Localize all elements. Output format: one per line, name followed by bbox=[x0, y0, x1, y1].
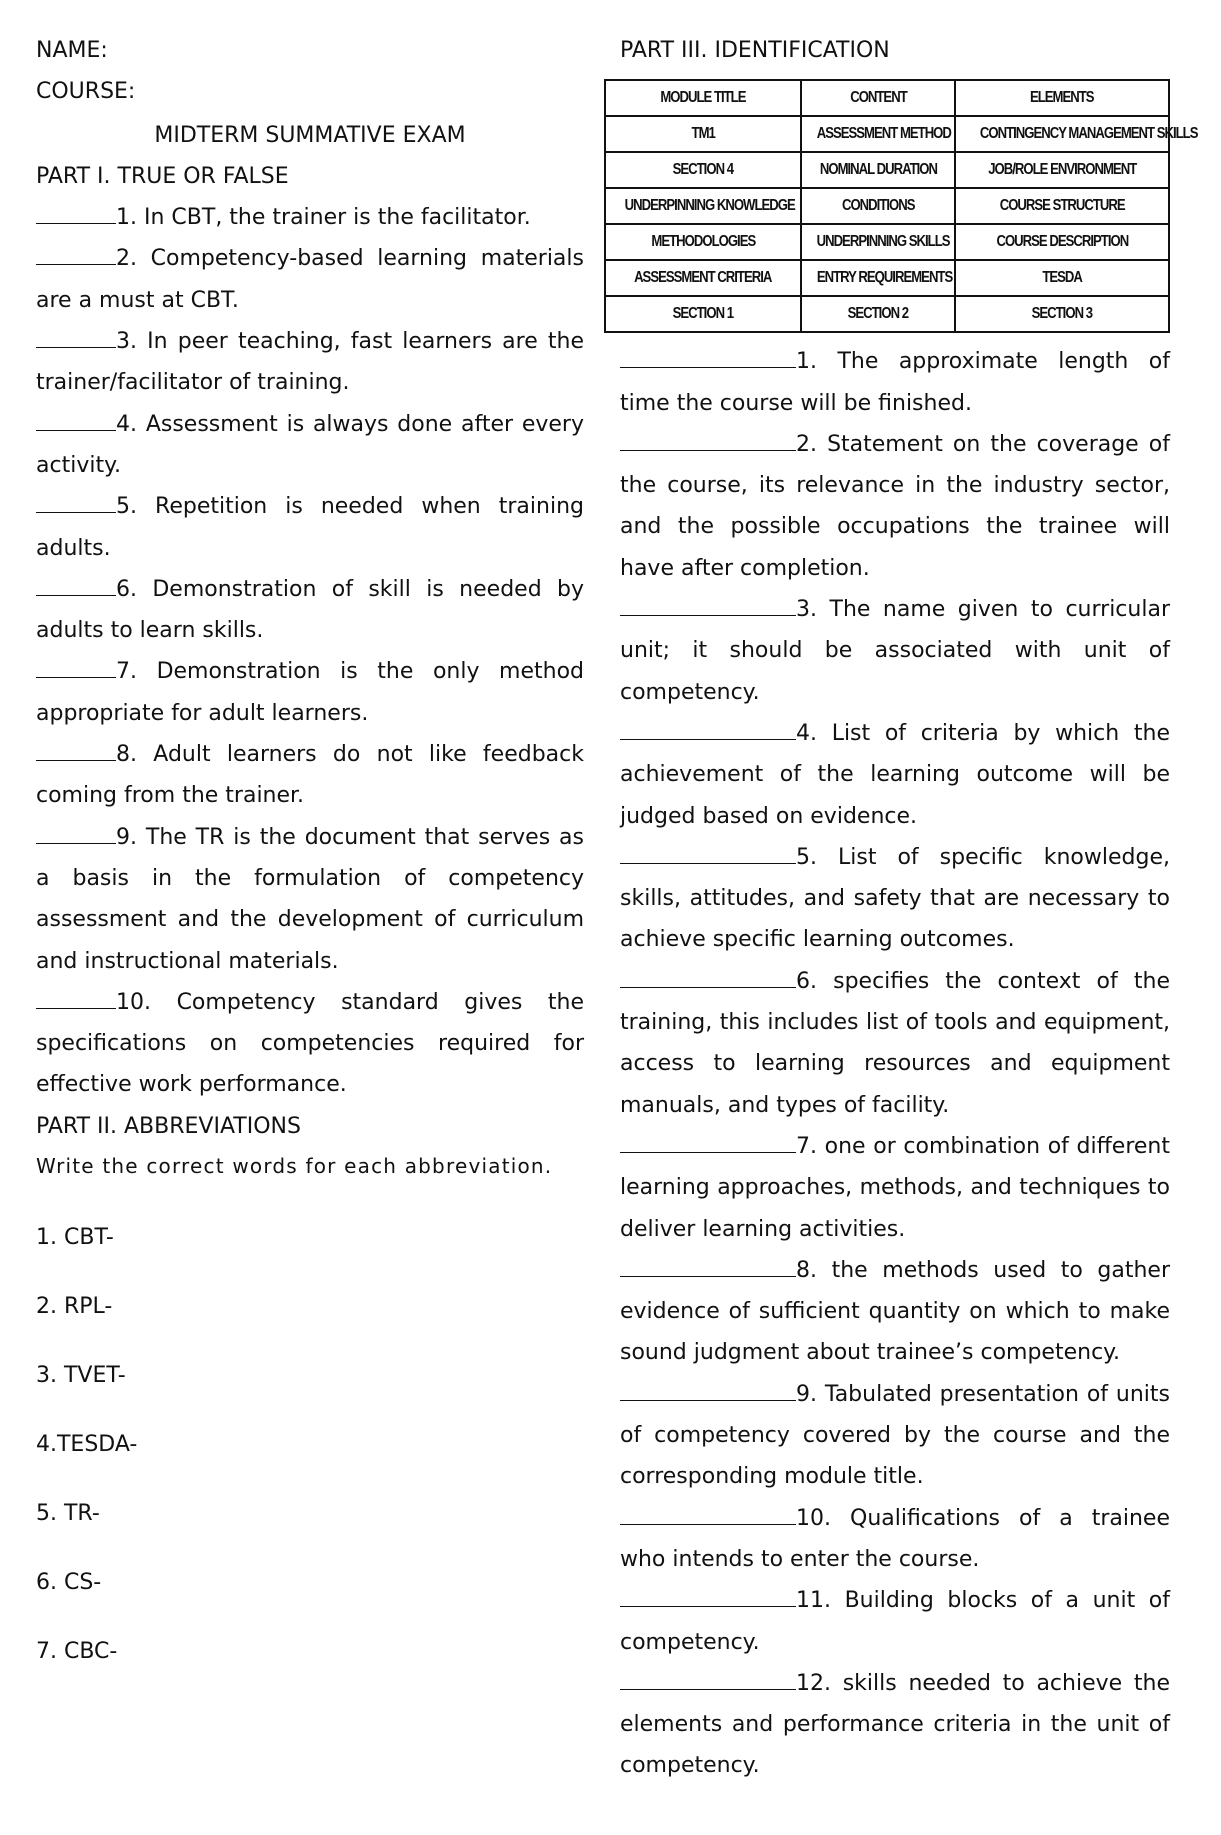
part1-title: PART I. TRUE OR FALSE bbox=[36, 163, 289, 189]
choice-cell bbox=[605, 152, 801, 188]
item-number: 5. bbox=[116, 494, 137, 520]
identification-item bbox=[620, 1250, 1170, 1374]
choice-row bbox=[605, 188, 1169, 224]
item-text: one or combination of different learning approaches, methods, and techniques to deliver learning activities. bbox=[620, 1133, 1170, 1242]
item-text: In CBT, the trainer is the facilitator. bbox=[144, 205, 531, 231]
item-number: 7. bbox=[796, 1133, 817, 1159]
item-text: Statement on the coverage of the course, its relevance in the industry sector, and the possible occupations the trainee will have after completion. bbox=[620, 431, 1170, 581]
abbreviation-item[interactable]: 4.TESDA- bbox=[36, 1432, 138, 1458]
item-text: The name given to curricular unit; it should be associated with unit of competency. bbox=[620, 597, 1170, 705]
item-number: 4. bbox=[116, 411, 137, 437]
item-number: 3. bbox=[796, 597, 817, 623]
item-number: 2. bbox=[796, 431, 817, 457]
item-text: Competency-based learning materials are a must at CBT. bbox=[36, 246, 584, 313]
item-text: Adult learners do not like feedback coming from the trainer. bbox=[36, 742, 584, 809]
abbreviation-item[interactable]: 2. RPL- bbox=[36, 1294, 113, 1320]
choice-text: SECTION 2 bbox=[847, 305, 909, 323]
identification-item bbox=[620, 1126, 1170, 1250]
choice-text: TM1 bbox=[691, 125, 715, 143]
item-number: 11. bbox=[796, 1588, 831, 1614]
answer-blank[interactable] bbox=[620, 1275, 796, 1277]
choice-cell bbox=[801, 80, 955, 116]
choice-cell bbox=[801, 188, 955, 224]
item-number: 9. bbox=[796, 1381, 817, 1407]
item-text: the methods used to gather evidence of sufficient quantity on which to make sound judgment about trainee’s competency. bbox=[620, 1257, 1170, 1366]
item-text: List of specific knowledge, skills, attitudes, and safety that are necessary to achieve specific learning outcomes. bbox=[620, 844, 1170, 953]
choice-cell bbox=[801, 260, 955, 296]
part3-title: PART III. IDENTIFICATION bbox=[620, 38, 890, 63]
true-false-item bbox=[36, 197, 584, 238]
answer-blank[interactable] bbox=[620, 1399, 796, 1401]
part2-title: PART II. ABBREVIATIONS bbox=[36, 1113, 301, 1139]
item-text: Tabulated presentation of units of competency covered by the course and the corresponding module title. bbox=[620, 1381, 1170, 1490]
item-text: The approximate length of time the course will be finished. bbox=[620, 349, 1170, 416]
answer-blank[interactable] bbox=[620, 614, 796, 616]
choice-text: ELEMENTS bbox=[1030, 89, 1094, 107]
true-false-item bbox=[36, 238, 584, 321]
choice-row bbox=[605, 80, 1169, 116]
answer-blank[interactable] bbox=[620, 1605, 796, 1607]
choice-text: COURSE DESCRIPTION bbox=[996, 233, 1128, 251]
true-false-list bbox=[36, 197, 584, 1106]
answer-blank[interactable] bbox=[36, 676, 116, 678]
identification-item bbox=[620, 1374, 1170, 1498]
choice-row bbox=[605, 152, 1169, 188]
choice-cell bbox=[605, 116, 801, 152]
item-number: 10. bbox=[116, 989, 151, 1015]
abbreviation-item[interactable]: 5. TR- bbox=[36, 1501, 100, 1527]
choice-text: ASSESSMENT CRITERIA bbox=[634, 269, 772, 287]
choice-text: UNDERPINNING KNOWLEDGE bbox=[624, 197, 795, 215]
identification-item bbox=[620, 424, 1170, 589]
true-false-item bbox=[36, 734, 584, 817]
answer-blank[interactable] bbox=[36, 222, 116, 224]
choice-cell bbox=[955, 80, 1169, 116]
true-false-item bbox=[36, 404, 584, 487]
choice-text: CONTINGENCY MANAGEMENT SKILLS bbox=[979, 125, 1198, 143]
left-column bbox=[36, 30, 584, 1686]
true-false-item bbox=[36, 651, 584, 734]
choice-row bbox=[605, 296, 1169, 332]
abbreviation-item[interactable]: 7. CBC- bbox=[36, 1639, 118, 1665]
true-false-item bbox=[36, 817, 584, 982]
choice-row bbox=[605, 116, 1169, 152]
choice-cell bbox=[605, 80, 801, 116]
identification-item bbox=[620, 1663, 1170, 1787]
item-number: 3. bbox=[116, 329, 137, 355]
item-text: Competency standard gives the specifications on competencies required for effective work performance. bbox=[36, 989, 584, 1098]
choice-cell bbox=[801, 224, 955, 260]
part2-instruction: Write the correct words for each abbreviation. bbox=[36, 1154, 553, 1179]
answer-blank[interactable] bbox=[36, 759, 116, 761]
item-number: 4. bbox=[796, 720, 817, 746]
identification-list bbox=[620, 341, 1170, 1786]
choice-cell bbox=[955, 260, 1169, 296]
choice-text: SECTION 1 bbox=[672, 305, 734, 323]
true-false-item bbox=[36, 486, 584, 569]
choice-text: METHODOLOGIES bbox=[651, 233, 755, 251]
item-number: 1. bbox=[796, 349, 817, 375]
item-number: 6. bbox=[796, 968, 817, 994]
choice-text: ASSESSMENT METHOD bbox=[816, 125, 951, 143]
item-number: 5. bbox=[796, 844, 817, 870]
choice-cell bbox=[605, 224, 801, 260]
choice-text: NOMINAL DURATION bbox=[819, 161, 937, 179]
exam-title: MIDTERM SUMMATIVE EXAM bbox=[154, 122, 466, 148]
answer-blank[interactable] bbox=[620, 449, 796, 451]
abbreviation-item[interactable]: 6. CS- bbox=[36, 1570, 102, 1596]
choice-text: ENTRY REQUIREMENTS bbox=[816, 269, 953, 287]
identification-item bbox=[620, 589, 1170, 713]
answer-blank[interactable] bbox=[36, 429, 116, 431]
item-text: skills needed to achieve the elements and performance criteria in the unit of competency. bbox=[620, 1670, 1170, 1779]
item-number: 2. bbox=[116, 246, 137, 272]
item-text: Demonstration is the only method appropriate for adult learners. bbox=[36, 659, 584, 726]
choice-cell bbox=[605, 188, 801, 224]
item-number: 7. bbox=[116, 659, 137, 685]
identification-item bbox=[620, 341, 1170, 424]
answer-blank[interactable] bbox=[620, 986, 796, 988]
identification-item bbox=[620, 713, 1170, 837]
item-number: 12. bbox=[796, 1670, 831, 1696]
identification-item bbox=[620, 961, 1170, 1126]
item-number: 10. bbox=[796, 1505, 831, 1531]
item-text: Repetition is needed when training adults. bbox=[36, 494, 584, 561]
choice-row bbox=[605, 224, 1169, 260]
true-false-item bbox=[36, 569, 584, 652]
answer-choices-table bbox=[604, 79, 1198, 333]
abbreviation-list bbox=[36, 1203, 584, 1686]
answer-blank[interactable] bbox=[36, 346, 116, 348]
choice-cell bbox=[955, 116, 1198, 152]
item-text: Building blocks of a unit of competency. bbox=[620, 1588, 1170, 1655]
item-number: 8. bbox=[796, 1257, 817, 1283]
choice-cell bbox=[801, 116, 955, 152]
choice-cell bbox=[955, 188, 1169, 224]
answer-blank[interactable] bbox=[620, 738, 796, 740]
item-text: In peer teaching, fast learners are the trainer/facilitator of training. bbox=[36, 329, 585, 396]
choice-cell bbox=[801, 152, 955, 188]
choice-row bbox=[605, 260, 1169, 296]
abbreviation-item[interactable]: 1. CBT- bbox=[36, 1225, 114, 1251]
item-text: List of criteria by which the achievement of the learning outcome will be judged based on evidence. bbox=[620, 720, 1170, 829]
choice-cell bbox=[955, 224, 1169, 260]
choice-cell bbox=[955, 152, 1169, 188]
answer-blank[interactable] bbox=[36, 842, 116, 844]
identification-item bbox=[620, 1498, 1170, 1581]
choice-text: MODULE TITLE bbox=[660, 89, 746, 107]
item-number: 9. bbox=[116, 824, 137, 850]
course-label: COURSE: bbox=[36, 79, 136, 105]
choice-text: CONDITIONS bbox=[841, 197, 915, 215]
item-number: 6. bbox=[116, 576, 137, 602]
choice-text: SECTION 4 bbox=[672, 161, 734, 179]
item-number: 1. bbox=[116, 205, 137, 231]
choice-cell bbox=[605, 260, 801, 296]
choice-text: TESDA bbox=[1042, 269, 1082, 287]
identification-item bbox=[620, 1580, 1170, 1663]
choice-cell bbox=[955, 296, 1169, 332]
answer-blank[interactable] bbox=[620, 1688, 796, 1690]
choice-text: JOB/ROLE ENVIRONMENT bbox=[988, 161, 1136, 179]
choice-cell bbox=[605, 296, 801, 332]
name-label: NAME: bbox=[36, 38, 108, 63]
abbreviation-item[interactable]: 3. TVET- bbox=[36, 1363, 126, 1389]
true-false-item bbox=[36, 982, 584, 1106]
item-text: Demonstration of skill is needed by adults to learn skills. bbox=[36, 576, 584, 644]
answer-blank[interactable] bbox=[620, 366, 796, 368]
item-number: 8. bbox=[116, 742, 137, 768]
choice-cell bbox=[801, 296, 955, 332]
answer-blank[interactable] bbox=[36, 1007, 116, 1009]
choice-text: SECTION 3 bbox=[1031, 305, 1093, 323]
item-text: Assessment is always done after every activity. bbox=[36, 411, 584, 478]
item-text: specifies the context of the training, this includes list of tools and equipment, access to learning resources and equipment manuals, and types of facility. bbox=[620, 968, 1170, 1118]
answer-blank[interactable] bbox=[620, 1151, 796, 1153]
item-text: Qualifications of a trainee who intends to enter the course. bbox=[620, 1505, 1170, 1572]
true-false-item bbox=[36, 321, 584, 404]
answer-blank[interactable] bbox=[36, 594, 116, 596]
answer-blank[interactable] bbox=[620, 1523, 796, 1525]
answer-blank[interactable] bbox=[620, 862, 796, 864]
item-text: The TR is the document that serves as a basis in the formulation of competency assessment and the development of curriculum and instructional materials. bbox=[36, 824, 584, 974]
choice-text: COURSE STRUCTURE bbox=[999, 197, 1125, 215]
right-column bbox=[620, 30, 1198, 1787]
identification-item bbox=[620, 837, 1170, 961]
choice-text: UNDERPINNING SKILLS bbox=[816, 233, 950, 251]
answer-blank[interactable] bbox=[36, 511, 116, 513]
choice-text: CONTENT bbox=[849, 89, 907, 107]
answer-blank[interactable] bbox=[36, 263, 116, 265]
